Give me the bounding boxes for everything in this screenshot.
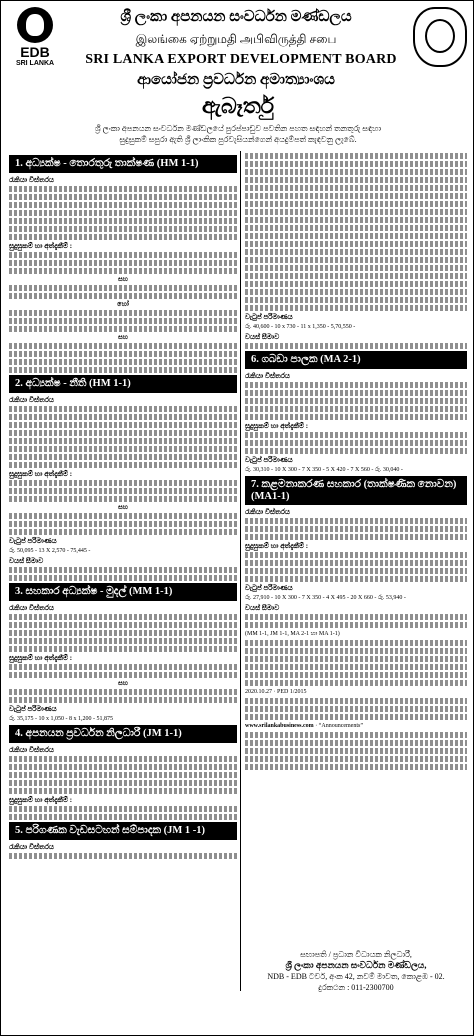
role-details-label: රැකියා විස්තරය xyxy=(9,746,54,754)
salary-label: වැටුප් පරිමාණය xyxy=(245,584,293,592)
salary-value: රු. 30,310 - 10 X 300 - 7 X 350 - 5 X 420 - 7 X 560 - රු. 30,040 - xyxy=(245,467,403,473)
footer-phone: දුරකථන : 011-2300700 xyxy=(318,983,394,992)
salary-value: රු. 35,175 - 10 x 1,050 - 8 x 1,200 - 51,875 xyxy=(9,716,114,722)
qualifications-label: සුදුසුකම් හා අත්දැකීම් : xyxy=(245,422,309,430)
and-label: සහ xyxy=(118,680,128,687)
role-details-label: රැකියා විස්තරය xyxy=(245,508,290,516)
grades-note: (MM 1-1, JM 1-1, MA 2-1 හා MA 1-1) xyxy=(245,631,340,637)
salary-value: රු. 40,600 - 10 x 730 - 11 x 1,350 - 5,70,550 - xyxy=(245,324,356,330)
intro-line-2: සුදුසුකම් සපුරා ඇති ශ්‍රී ලාංකික පුරවැසියන්ගෙන් අයදුම්පත් කැඳවනු ලැබේ. xyxy=(119,135,357,144)
and-label: සහ xyxy=(118,334,128,341)
title-tamil: இலங்கை ஏற்றுமதி அபிவிருத்தி சபை xyxy=(135,32,337,46)
edb-logo-icon xyxy=(17,7,53,43)
logo-text: EDB xyxy=(20,44,50,60)
qualifications-label: සුදුසුකම් හා අත්දැකීම් : xyxy=(9,242,73,250)
salary-label: වැටුප් පරිමාණය xyxy=(245,313,293,321)
footer-signature xyxy=(245,949,467,993)
section-1-heading xyxy=(9,155,237,173)
announcements-link[interactable]: Announcements xyxy=(321,723,361,729)
age-label: වයස් සීමාව xyxy=(245,604,280,612)
qualifications-label: සුදුසුකම් හා අත්දැකීම් : xyxy=(9,470,73,478)
and-label: සහ xyxy=(118,504,128,511)
section-number: 7. xyxy=(251,479,259,490)
and-label: සහ xyxy=(118,276,128,283)
role-details-label: රැකියා විස්තරය xyxy=(9,843,54,851)
edb-logo xyxy=(7,7,63,69)
section-number: 3. xyxy=(15,586,23,597)
header xyxy=(1,1,474,118)
section-6-heading xyxy=(245,351,467,369)
footer-line-1: සභාපති / ප්‍රධාන විධායක නිලධාරී, xyxy=(300,950,412,959)
section-number: 1. xyxy=(15,158,23,169)
section-title: ගබඩා පාලක (MA 2-1) xyxy=(261,354,361,365)
age-label: වයස් සීමාව xyxy=(245,333,280,341)
section-number: 6. xyxy=(251,354,259,365)
role-details-label: රැකියා විස්තරය xyxy=(9,396,54,404)
salary-label: වැටුප් පරිමාණය xyxy=(9,537,57,545)
qualifications-label: සුදුසුකම් හා අත්දැකීම් : xyxy=(245,542,309,550)
section-2-heading xyxy=(9,375,237,393)
section-title: අධ්‍යක්ෂ - තොරතුරු තාක්ෂණ (HM 1-1) xyxy=(25,158,199,169)
role-details-label: රැකියා විස්තරය xyxy=(9,604,54,612)
logo-subtext: SRI LANKA xyxy=(15,60,55,67)
section-title: අපනයන ප්‍රවර්ධන නිලධාරී (JM 1-1) xyxy=(25,728,182,739)
role-details-label: රැකියා විස්තරය xyxy=(9,176,54,184)
website-line: www.srilankabusiness.com · “Announcements” xyxy=(245,723,364,729)
vacancies-heading: ඇබෑර්තු xyxy=(201,93,275,118)
left-column xyxy=(9,153,237,861)
section-title: අධ්‍යක්ෂ - නීති (HM 1-1) xyxy=(25,378,131,389)
section-number: 4. xyxy=(15,728,23,739)
section-7-heading xyxy=(245,476,467,505)
section-number: 2. xyxy=(15,378,23,389)
section-number: 5. xyxy=(15,825,23,836)
qualifications-label: සුදුසුකම් හා අත්දැකීම් : xyxy=(9,654,73,662)
age-label: වයස් සීමාව xyxy=(9,557,44,565)
ministry-title: ආයෝජන ප්‍රවර්ධන අමාත්‍යාංශය xyxy=(137,72,335,88)
national-emblem-icon xyxy=(413,7,467,67)
circular-ref: 2020.10.27 · PED 1/2015 xyxy=(245,689,307,695)
footer-line-2: ශ්‍රී ලංකා අපනයන සංවර්ධන මණ්ඩලය, xyxy=(285,960,427,970)
section-3-heading xyxy=(9,583,237,601)
section-title: පරිගණක වැඩසටහන් සම්පාදක (JM 1 -1) xyxy=(25,825,206,836)
section-title: සහකාර අධ්‍යක්ෂ - මුදල් (MM 1-1) xyxy=(25,586,173,597)
or-label: හෝ xyxy=(117,301,129,308)
title-english: SRI LANKA EXPORT DEVELOPMENT BOARD xyxy=(85,52,397,67)
section-title: කළමනාකරණ සහකාර (තාක්ෂණික නොවන) (MA1-1) xyxy=(251,479,457,502)
role-details-label: රැකියා විස්තරය xyxy=(245,372,290,380)
section-4-heading xyxy=(9,725,237,743)
right-column xyxy=(245,153,467,772)
salary-label: වැටුප් පරිමාණය xyxy=(245,456,293,464)
qualifications-label: සුදුසුකම් හා අත්දැකීම් : xyxy=(9,796,73,804)
intro-line-1: ශ්‍රී ලංකා අපනයන සංවර්ධන මණ්ඩලයේ පුරප්පාඩුව පවතින පහත සඳහන් තනතුරු සඳහා xyxy=(94,124,382,133)
footer-address: NDB - EDB ටවර්, අංක 42, නවම් මාවත, කොළඹ - 02. xyxy=(267,972,445,981)
salary-value: රු. 50,095 - 13 X 2,570 - 75,445 - xyxy=(9,548,91,554)
salary-value: රු. 27,910 - 10 X 300 - 7 X 350 - 4 X 495 - 20 X 660 - රු. 53,940 - xyxy=(245,595,406,601)
website-link[interactable]: www.srilankabusiness.com xyxy=(245,723,314,729)
section-5-heading xyxy=(9,822,237,840)
column-divider xyxy=(240,151,241,991)
title-sinhala: ශ්‍රී ලංකා අපනයන සංවර්ධන මණ්ඩලය xyxy=(120,9,352,25)
intro-text xyxy=(9,123,467,145)
salary-label: වැටුප් පරිමාණය xyxy=(9,705,57,713)
